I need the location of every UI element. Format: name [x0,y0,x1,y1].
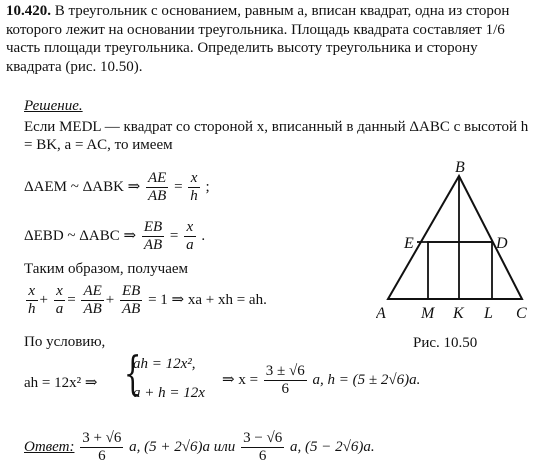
eq1-equals: = [174,178,183,195]
label-a: A [376,305,386,322]
system-line-1: ah = 12x², [133,356,196,372]
label-l: L [484,305,493,322]
answer-text-1: a, (5 + 2√6)a или [129,438,236,455]
label-c: C [516,305,527,322]
eq1-frac-1: $\frac{AE}{AB}$ [147,170,167,204]
answer-text-2: a, (5 − 2√6)a. [290,438,375,455]
eq4-arrow: ⇒ x = [222,371,259,388]
answer-frac-2: $\frac{3 - √6}{6}$ [243,430,283,464]
eq4-x-tail: a, h = (5 ± 2√6)a. [312,371,421,388]
equation-2 [24,219,205,254]
answer-row [24,430,375,465]
eq1-left: ΔAEM ~ ΔABK ⇒ [24,178,141,195]
equation-1 [24,170,210,205]
equation-3: $\frac{x}{h}$ + $\frac{x}{a}$ = $\frac{AE}{AB}$ + $\frac{EB}{AB}$ = 1 ⇒ xa + xh = ah. [28,283,267,317]
answer-label: Ответ: [24,438,75,455]
eq2-left: ΔEBD ~ ΔABC ⇒ [24,227,137,244]
system-line-2: a + h = 12x [133,385,205,401]
label-k: K [453,305,464,322]
label-m: M [421,305,435,322]
answer-frac-1: $\frac{3 + √6}{6}$ [82,430,122,464]
figure-caption: Рис. 10.50 [413,335,478,351]
eq3-tail: = 1 ⇒ xa + xh = ah. [148,291,267,308]
eq3-frac-a: $\frac{x}{h}$ [28,283,36,317]
solution-heading: Решение. [24,98,83,114]
problem-number: 10.420. [6,3,51,19]
eq1-tail: ; [205,178,210,195]
solution-intro: Если MEDL — квадрат со стороной x, вписанный в данный ΔABC с высотой h = BK, a = AC, то имеем [24,119,529,153]
eq2-tail: . [201,227,206,244]
label-e: E [404,235,414,252]
problem-statement [6,2,528,76]
eq4-result [222,363,420,398]
square-medl [428,242,492,299]
eq1-frac-2: $\frac{x}{h}$ [190,170,198,204]
eq3-frac-c: $\frac{AE}{AB}$ [83,283,102,317]
eq4-x-frac: $\frac{3 \pm √6}{6}$ [265,363,305,397]
condition-text: По условию, [24,334,106,350]
eq3-frac-d: $\frac{EB}{AB}$ [121,283,141,317]
label-d: D [496,235,508,252]
problem-text: В треугольник с основанием, равным a, вписан квадрат, одна из сторон которого лежит на основании треугольника. Площадь квадрата составляет 1/6 часть площади треугольника. Определить высоту треугольника и сторону квадрата (рис. 10.50). [6,3,510,75]
label-b: B [455,160,465,176]
eq2-frac-2: $\frac{x}{a}$ [186,219,194,253]
system-brace: { [123,346,142,400]
eq4-left: ah = 12x² ⇒ [24,375,98,391]
triangle-figure [376,160,531,325]
eq3-frac-b: $\frac{x}{a}$ [55,283,64,317]
thus-text: Таким образом, получаем [24,261,189,277]
eq2-equals: = [169,227,179,244]
eq2-frac-1: $\frac{EB}{AB}$ [143,219,163,253]
